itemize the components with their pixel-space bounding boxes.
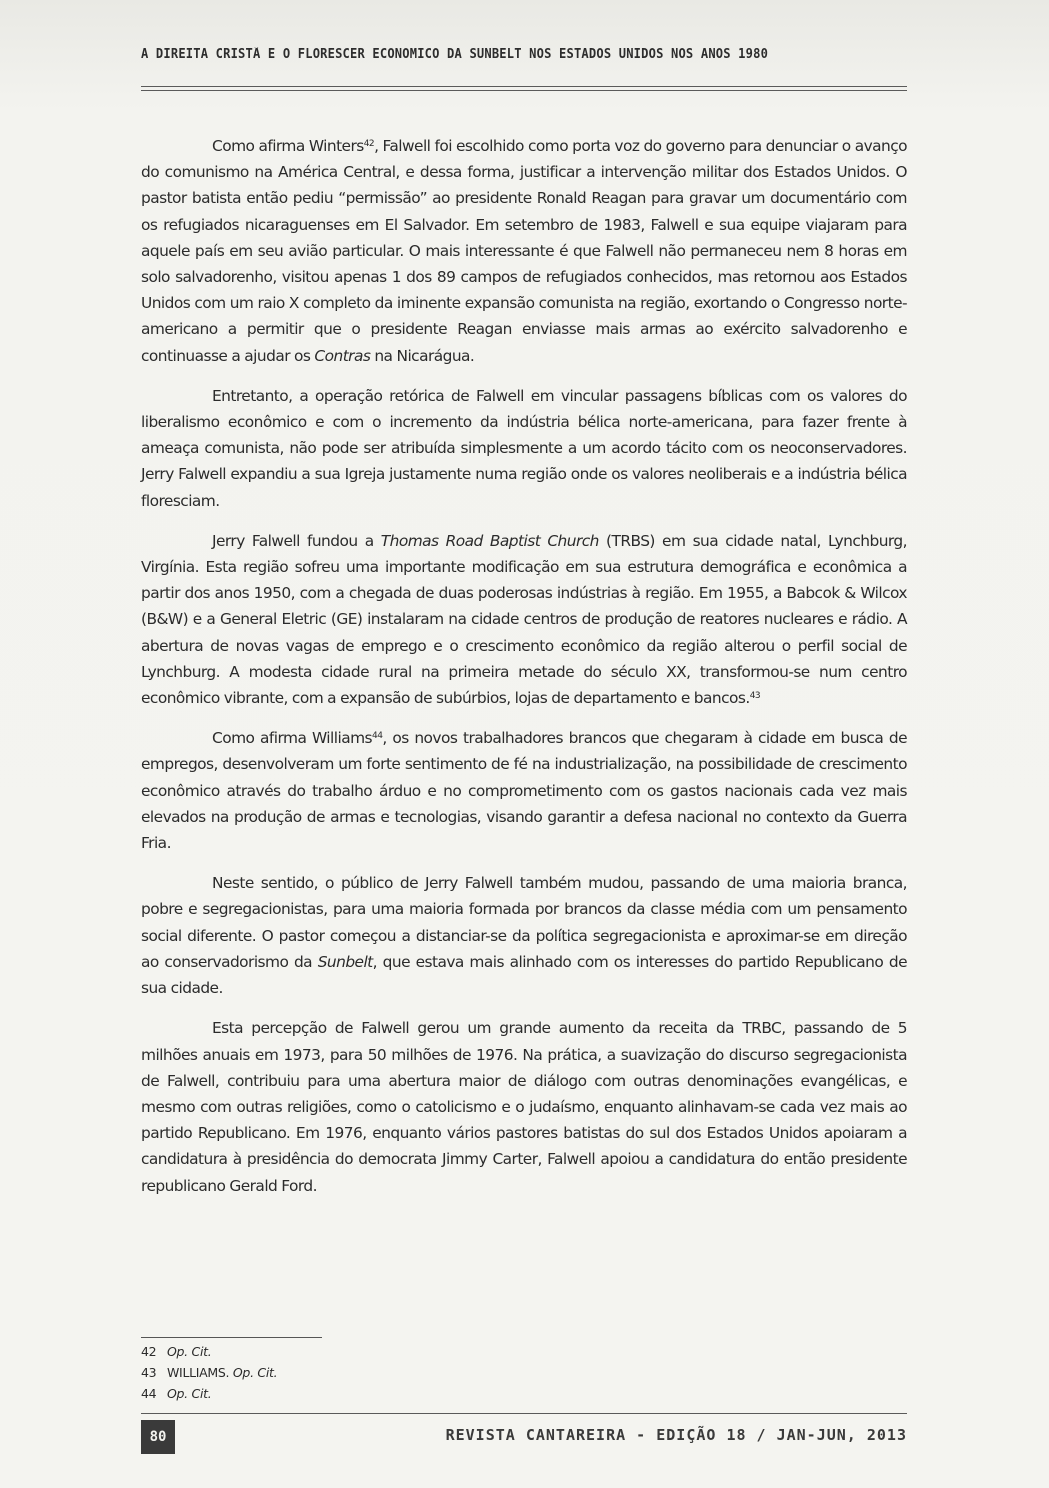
text-run: Esta percepção de Falwell gerou um grande aumento da receita da TRBC, passando de 5 milhões anuais em 1973, para 50 milhões de 1976. Na prática, a suavização do discurso segregacionista de Falwell, contribuiu para uma abertura maior de diálogo com outras denominações evangélicas, e mesmo com outras religiões, como o catolicismo e o judaísmo, enquanto alinhavam-se cada vez mais ao partido Republicano. Em 1976, enquanto vários pastores batistas do sul dos Estados Unidos apoiaram a candidatura à presidência do democrata Jimmy Carter, Falwell apoiou a candidatura do então presidente republicano Gerald Ford. [141,1019,907,1195]
footnotes [141,1341,641,1404]
footnote-item [141,1362,641,1383]
header-rule-top [141,86,907,87]
footnote-number: 44 [141,1386,157,1401]
footnote-reference: 42 [363,139,375,149]
text-run: WILLIAMS. [167,1365,233,1380]
text-run: Jerry Falwell fundou a [212,531,381,550]
footnote-item [141,1383,641,1404]
italic-text: Thomas Road Baptist Church [380,531,599,550]
running-header-title: A DIREITA CRISTÃ E O FLORESCER ECONÔMICO DA SUNBELT NOS ESTADOS UNIDOS NOS ANOS 1980 [141,47,769,62]
text-run: Como afirma Winters [212,137,364,155]
text-run: , que estava mais alinhado com os interesses do partido Republicano de sua cidade. [141,952,907,998]
paragraph [141,1015,907,1198]
italic-text: Op. Cit. [167,1344,212,1359]
page-number: 80 [141,1420,175,1454]
footnote-number: 43 [141,1365,157,1380]
footnote-reference: 44 [372,731,383,742]
footnote-item [141,1341,641,1362]
text-run: Entretanto, a operação retórica de Falwell em vincular passagens bíblicas com os valores do liberalismo econômico e com o incremento da indústria bélica norte-americana, para fazer frente à ameaça comunista, não pode ser atribuída simplesmente a um acordo tácito com os neoconservadores. Jerry Falwell expandiu a sua Igreja justamente numa região onde os valores neoliberais e a indústria bélica floresciam. [141,386,907,510]
italic-text: Contras [314,346,371,365]
header-rule-bottom [141,90,907,91]
paragraph [141,725,907,856]
paragraph [141,133,907,369]
article-body [141,133,907,1213]
text-run: Neste sentido, o público de Jerry Falwell também mudou, passando de uma maioria branca, pobre e segregacionistas, para uma maioria formada por brancos da classe média com um pensamento social diferente. O pastor começou a distanciar-se da política segregacionista e aproximar-se em direção ao conservadorismo da [141,874,907,971]
footnote-reference: 43 [749,691,761,702]
italic-text: Op. Cit. [167,1386,212,1401]
italic-text: Sunbelt [317,952,373,971]
text-run: , Falwell foi escolhido como porta voz do governo para denunciar o avanço do comunismo na América Central, e dessa forma, justificar a intervenção militar dos Estados Unidos. O pastor batista então pediu “permissão” ao presidente Ronald Reagan para gravar um documentário com os refugiados nicaraguenses em El Salvador. Em setembro de 1983, Falwell e sua equipe viajaram para aquele país em seu avião particular. O mais interessante é que Falwell não permaneceu nem 8 horas em solo salvadorenho, visitou apenas 1 dos 89 campos de refugiados conhecidos, mas retornou aos Estados Unidos com um raio X completo da iminente expansão comunista na região, exortando o Congresso norte-americano a permitir que o presidente Reagan enviasse mais armas ao exército salvadorenho e continuasse a ajudar os [141,137,907,365]
text-run: Como afirma Williams [212,729,373,748]
text-run: na Nicarágua. [370,346,475,365]
paragraph [141,528,907,711]
text-run: , os novos trabalhadores brancos que chegaram à cidade em busca de empregos, desenvolveram um forte sentimento de fé na industrialização, na possibilidade de crescimento econômico através do trabalho árduo e no comprometimento com os gastos nacionais cada vez mais elevados na produção de armas e tecnologias, visando garantir a defesa nacional no contexto da Guerra Fria. [141,729,907,853]
paragraph [141,383,907,514]
journal-footer: REVISTA CANTAREIRA - EDIÇÃO 18 / JAN-JUN, 2013 [445,1426,907,1444]
text-run: (TRBS) em sua cidade natal, Lynchburg, Virgínia. Esta região sofreu uma importante modificação em sua estrutura demográfica e econômica a partir dos anos 1950, com a chegada de duas poderosas indústrias à região. Em 1955, a Babcok & Wilcox (B&W) e a General Eletric (GE) instalaram na cidade centros de produção de reatores nucleares e rádio. A abertura de novas vagas de emprego e o crescimento econômico da região alterou o perfil social de Lynchburg. A modesta cidade rural na primeira metade do século XX, transformou-se num centro econômico vibrante, com a expansão de subúrbios, lojas de departamento e bancos. [141,531,907,708]
footer-rule [141,1413,907,1414]
italic-text: Op. Cit. [232,1365,278,1380]
footnote-separator [141,1337,322,1338]
footnote-number: 42 [141,1344,157,1359]
paragraph [141,870,907,1001]
